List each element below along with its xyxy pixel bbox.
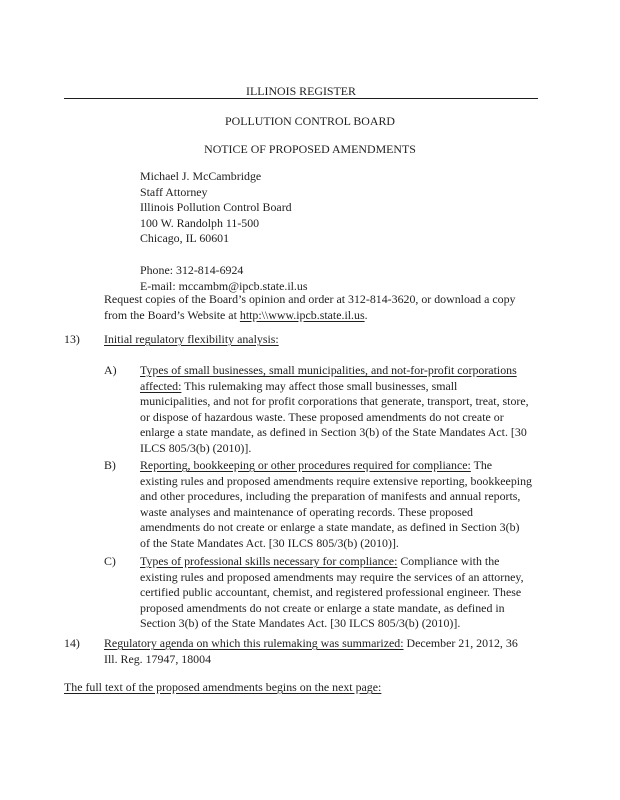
item13c-line: Section 3(b) of the State Mandates Act. [30 ILCS 805/3(b) (2010)]. — [140, 616, 461, 631]
board-title: POLLUTION CONTROL BOARD — [225, 114, 395, 128]
request-line2-suffix: . — [364, 307, 368, 322]
item13b-line: waste analyses and maintenance of operating records. These proposed — [140, 504, 473, 519]
register-header: ILLINOIS REGISTER — [246, 84, 356, 98]
item13a-line: enlarge a state mandate, as defined in Section 3(b) of the State Mandates Act. [30 — [140, 425, 527, 440]
request-paragraph — [104, 292, 515, 323]
item13c-line: proposed amendments do not create or enlarge a state mandate, as defined in — [140, 600, 505, 615]
item13a-title-line2: affected: — [140, 378, 182, 393]
board-website-link[interactable]: http:\\www.ipcb.state.il.us — [239, 307, 365, 322]
item13b-line: and other procedures, including the preparation of manifests and annual reports, — [140, 489, 521, 504]
item14-paragraph — [104, 636, 518, 667]
item13a-paragraph — [140, 363, 529, 457]
item13b-paragraph — [140, 458, 532, 552]
item13a-line: or dispose of hazardous waste. These proposed amendments do not create or — [140, 409, 504, 424]
contact-phone: Phone: 312-814-6924 — [140, 262, 244, 277]
item13c-line: existing rules and proposed amendments may require the services of an attorney, — [140, 569, 524, 584]
item13b-line: of the State Mandates Act. [30 ILCS 805/3(b) (2010)]. — [140, 535, 399, 550]
item13c-title: Types of professional skills necessary for compliance: — [140, 554, 398, 568]
contact-title: Staff Attorney — [140, 184, 208, 199]
footer-note: The full text of the proposed amendments begins on the next page: — [64, 680, 382, 694]
header-rule — [64, 98, 538, 99]
item13a-title-line1: Types of small businesses, small municipalities, and not-for-profit corporations — [140, 363, 517, 377]
item13-heading: Initial regulatory flexibility analysis: — [104, 332, 279, 346]
item13c-label: C) — [104, 554, 116, 568]
item13a-label: A) — [104, 363, 117, 377]
item14-number: 14) — [64, 636, 80, 650]
contact-block — [140, 169, 307, 294]
item13b-label: B) — [104, 458, 116, 472]
contact-name: Michael J. McCambridge — [140, 169, 262, 183]
item14-text2: Ill. Reg. 17947, 18004 — [104, 651, 212, 666]
item13b-line: amendments do not create or enlarge a state mandate, as defined in Section 3(b) — [140, 520, 520, 535]
item13b-line: The — [470, 458, 493, 472]
item14-text1: December 21, 2012, 36 — [403, 636, 518, 650]
contact-org: Illinois Pollution Control Board — [140, 200, 292, 215]
contact-email: E-mail: mccambm@ipcb.state.il.us — [140, 278, 308, 293]
item13c-line: certified public accountant, chemist, and registered professional engineer. These — [140, 585, 522, 600]
item13b-line: existing rules and proposed amendments require extensive reporting, bookkeeping — [140, 473, 532, 488]
item14-heading: Regulatory agenda on which this rulemaking was summarized: — [104, 636, 404, 650]
item13a-line: municipalities, and not for profit corporations that generate, transport, treat, store, — [140, 394, 529, 409]
request-line1: Request copies of the Board’s opinion and order at 312-814-3620, or download a copy — [104, 292, 516, 306]
item13c-paragraph — [140, 554, 524, 632]
item13a-line: This rulemaking may affect those small businesses, small — [181, 378, 458, 393]
item13b-title: Reporting, bookkeeping or other procedures required for compliance: — [140, 458, 471, 472]
item13a-line: ILCS 805/3(b) (2010)]. — [140, 440, 252, 455]
request-line2-prefix: from the Board’s Website at — [104, 307, 240, 322]
contact-address2: Chicago, IL 60601 — [140, 231, 230, 246]
notice-title: NOTICE OF PROPOSED AMENDMENTS — [204, 142, 416, 156]
item13c-line: Compliance with the — [397, 554, 500, 568]
contact-address1: 100 W. Randolph 11-500 — [140, 215, 260, 230]
item13-number: 13) — [64, 332, 80, 346]
